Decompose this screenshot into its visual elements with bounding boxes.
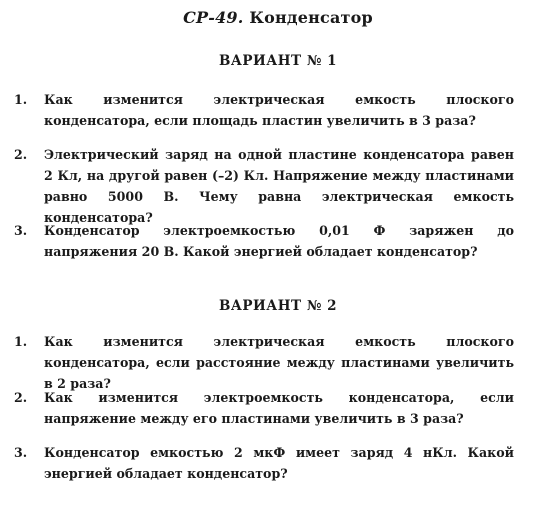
problem-text: Как изменится электрическая емкость плоского конденсатора, если расстояние между пластинами увеличить в 2 раза? [44,334,514,391]
worksheet-code: СР-49. [183,8,244,27]
problem-text: Как изменится электроемкость конденсатора, если напряжение между его пластинами увеличить в 3 раза? [44,390,514,426]
variant-2-heading: ВАРИАНТ № 2 [218,298,338,314]
problem-text: Электрический заряд на одной пластине конденсатора равен 2 Кл, на другой равен (–2) Кл. Напряжение между пластинами равно 5000 В. Чему равна электрическая емкость конденсатора? [44,147,514,225]
problem-number: 2. [14,390,28,405]
problem-text: Как изменится электрическая емкость плоского конденсатора, если площадь пластин увеличить в 3 раза? [44,92,514,128]
problem-number: 1. [14,334,28,349]
problem-number: 3. [14,445,28,460]
variant-1-heading: ВАРИАНТ № 1 [218,53,338,69]
problem-number: 1. [14,92,28,107]
worksheet-title: Конденсатор [249,8,373,27]
problem-text: Конденсатор электроемкостью 0,01 Ф заряжен до напряжения 20 В. Какой энергией обладает конденсатор? [44,223,514,259]
problem-number: 2. [14,147,28,162]
page-title [0,8,556,28]
problem-text: Конденсатор емкостью 2 мкФ имеет заряд 4 нКл. Какой энергией обладает конденсатор? [44,445,514,481]
problem-number: 3. [14,223,28,238]
